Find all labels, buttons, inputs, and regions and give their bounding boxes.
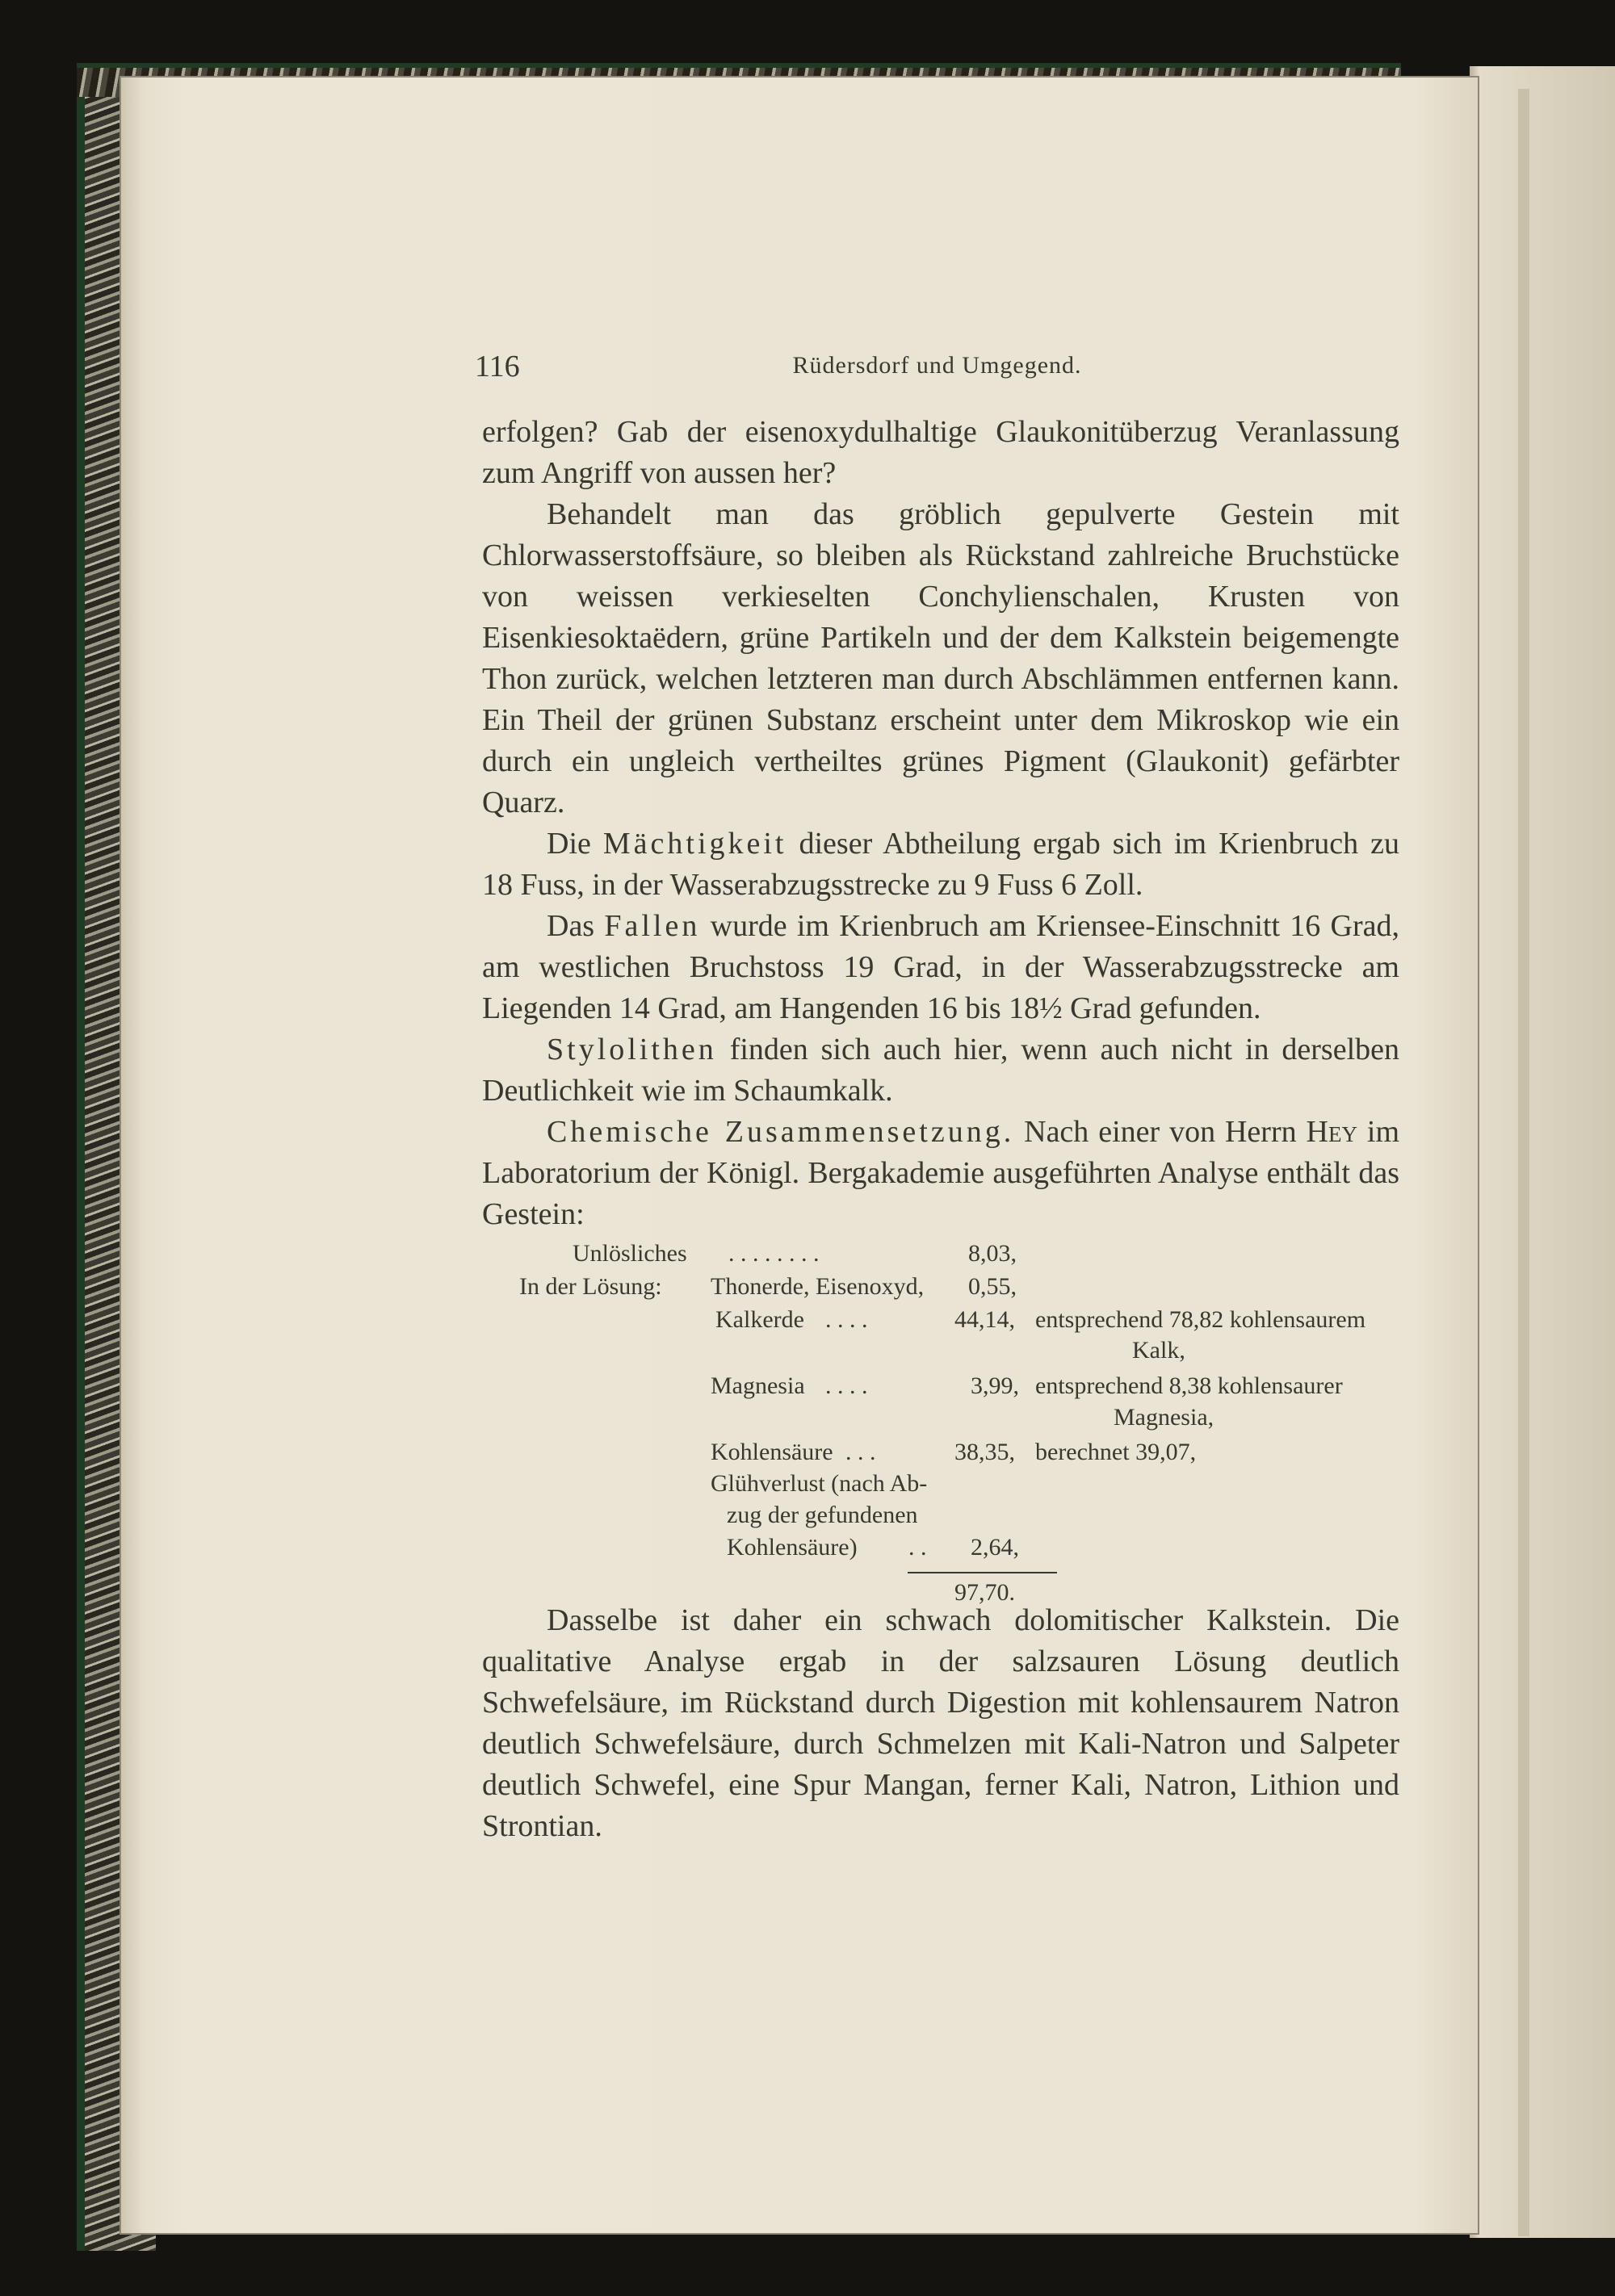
- row-kalkerde-label: Kalkerde: [715, 1306, 804, 1333]
- row-loesung-prefix: In der Lösung:: [519, 1273, 662, 1300]
- row-gluehverlust-dots: . .: [908, 1534, 927, 1561]
- analysis-total: 97,70.: [954, 1579, 1015, 1606]
- term-chemische-zusammensetzung: Chemische Zusammensetzung.: [547, 1115, 1015, 1149]
- paragraph-4: [482, 906, 1399, 1029]
- paragraph-3-text: dieser Abtheilung ergab sich im Krienbruch zu 18 Fuss, in der Wasserabzugsstrecke zu 9 Fuss 6 Zoll.: [482, 827, 1400, 902]
- page-header: [475, 349, 1399, 391]
- row-thonerde-label: Thonerde, Eisenoxyd,: [711, 1273, 925, 1300]
- row-thonerde-value: 0,55,: [968, 1273, 1017, 1300]
- paragraph-7: Dasselbe ist daher ein schwach dolomitischer Kalkstein. Die qualitative Analyse ergab in der salzsauren Lösung deutlich Schwefelsäure, im Rückstand durch Digestion mit kohlensaurem Natron deutlich Schwefelsäure, durch Schmelzen mit Kali-Natron und Salpeter deutlich Schwefel, eine Spur Mangan, ferner Kali, Natron, Lithion und Strontian.: [482, 1603, 1399, 1843]
- row-gluehverlust-label-end: Kohlensäure): [727, 1534, 858, 1561]
- row-gluehverlust-label: Glühverlust (nach Ab-: [711, 1470, 928, 1497]
- term-stylolithen: Stylolithen: [547, 1033, 717, 1066]
- row-magnesia-note: entsprechend 8,38 kohlensaurer: [1035, 1372, 1343, 1399]
- term-maechtigkeit: Mächtigkeit: [602, 827, 787, 861]
- chemical-analysis-table: [482, 1237, 1399, 1606]
- paragraph-6: [482, 1112, 1399, 1235]
- row-kalkerde-note-cont: Kalk,: [1132, 1337, 1185, 1364]
- paragraph-5-text: finden sich auch hier, wenn auch nicht in derselben Deutlichkeit wie im Schaumkalk.: [482, 1033, 1400, 1108]
- row-unloesliches-label: Unlösliches: [573, 1240, 687, 1267]
- row-unloesliches-value: 8,03,: [968, 1240, 1017, 1267]
- facing-page-gutter: [1518, 89, 1529, 2236]
- row-kohlensaeure-value: 38,35,: [954, 1439, 1015, 1465]
- running-title: Rüdersdorf und Umgegend.: [792, 352, 1082, 379]
- row-kalkerde-note: entsprechend 78,82 kohlensaurem: [1035, 1306, 1366, 1333]
- paragraph-3: [482, 823, 1399, 906]
- page-number: 116: [475, 350, 520, 383]
- row-kalkerde-dots: . . . .: [825, 1306, 868, 1333]
- row-magnesia-note-cont: Magnesia,: [1114, 1404, 1214, 1431]
- row-gluehverlust-value: 2,64,: [971, 1534, 1019, 1561]
- row-gluehverlust-label-cont: zug der gefundenen: [727, 1502, 918, 1528]
- row-magnesia-value: 3,99,: [971, 1372, 1019, 1399]
- paragraph-3-lead: Die: [547, 827, 591, 861]
- row-magnesia-label: Magnesia: [711, 1372, 805, 1399]
- row-magnesia-dots: . . . .: [825, 1372, 868, 1399]
- page-body: [482, 412, 1399, 1847]
- name-hey: Hey: [1306, 1115, 1357, 1149]
- row-unloesliches-dots: . . . . . . . .: [728, 1240, 820, 1267]
- row-kohlensaeure-label: Kohlensäure: [711, 1439, 833, 1465]
- paragraph-6-text: Nach einer von Herrn: [1024, 1115, 1297, 1149]
- row-kalkerde-value: 44,14,: [954, 1306, 1015, 1333]
- paragraph-4-lead: Das: [547, 909, 595, 943]
- paragraph-6-rest: im Laboratorium der Königl. Bergakademie ausgeführten Analyse enthält das Gestein:: [482, 1115, 1400, 1231]
- paragraph-1: erfolgen? Gab der eisenoxydulhaltige Glaukonitüberzug Veranlassung zum Angriff von aussen her?: [482, 415, 1399, 490]
- sum-rule: [908, 1572, 1057, 1573]
- term-fallen: Fallen: [604, 909, 701, 943]
- facing-page-edge: [1470, 66, 1615, 2238]
- paragraph-4-text: wurde im Krienbruch am Kriensee-Einschnitt 16 Grad, am westlichen Bruchstoss 19 Grad, in der Wasserabzugsstrecke am Liegenden 14 Grad, am Hangenden 16 bis 18½ Grad gefunden.: [482, 909, 1399, 1025]
- paragraph-2: Behandelt man das gröblich gepulverte Gestein mit Chlorwasserstoffsäure, so bleiben als Rückstand zahlreiche Bruchstücke von weissen verkieselten Conchylienschalen, Krusten von Eisenkiesoktaëdern, grüne Partikeln und der dem Kalkstein beigemengte Thon zurück, welchen letzteren man durch Abschlämmen entfernen kann. Ein Theil der grünen Substanz erscheint unter dem Mikroskop wie ein durch ein ungleich vertheiltes grünes Pigment (Glaukonit) gefärbter Quarz.: [482, 497, 1399, 819]
- row-kohlensaeure-dots: . . .: [845, 1439, 876, 1465]
- paragraph-5: [482, 1029, 1399, 1112]
- row-kohlensaeure-note: berechnet 39,07,: [1035, 1439, 1197, 1465]
